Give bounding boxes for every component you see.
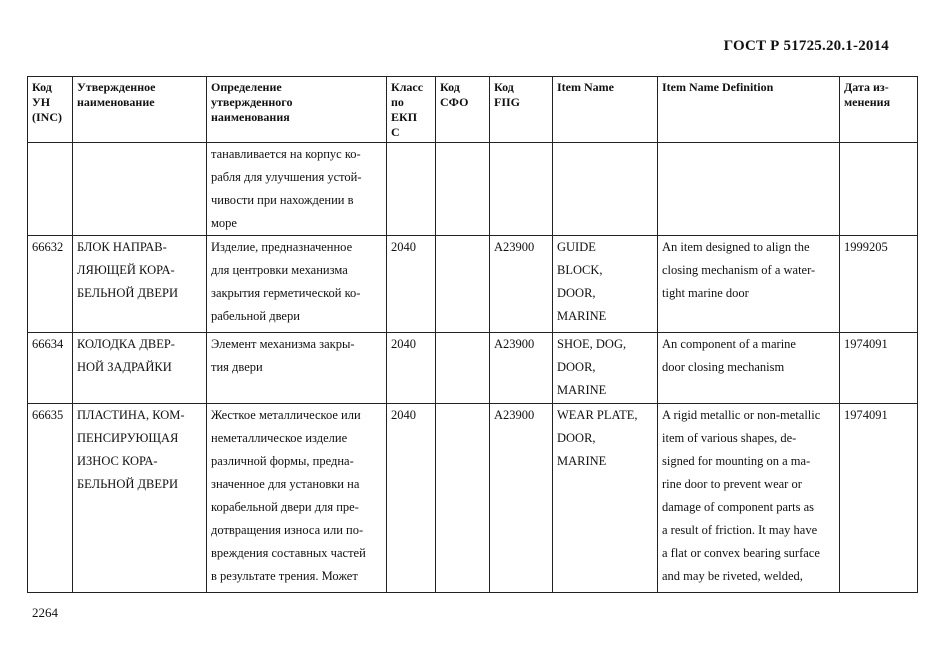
cell-item-name-definition: An component of a marine door closing mechanism — [658, 333, 840, 404]
cell-item-name: SHOE, DOG, DOOR, MARINE — [553, 333, 658, 404]
cell-definition: танавливается на корпус ко- рабля для улучшения устой- чивости при нахождении в море — [207, 143, 387, 236]
cell-approved-name — [73, 143, 207, 236]
cell-change-date: 1999205 — [840, 236, 918, 333]
header-fiig: Код FIIG — [490, 77, 553, 143]
cell-fiig: A23900 — [490, 333, 553, 404]
cell-change-date: 1974091 — [840, 333, 918, 404]
cell-sfo — [436, 143, 490, 236]
cell-fiig: A23900 — [490, 236, 553, 333]
table-row — [28, 333, 918, 404]
header-item-name: Item Name — [553, 77, 658, 143]
cell-item-name-definition — [658, 143, 840, 236]
cell-definition: Жесткое металлическое или неметаллическое изделие различной формы, предна- значенное для установки на корабельной двери для пре- дотвращения износа или по- вреждения составных частей в результате трения. Может — [207, 404, 387, 593]
cell-item-name — [553, 143, 658, 236]
table-header-row — [28, 77, 918, 143]
cell-fiig — [490, 143, 553, 236]
specification-table — [27, 76, 918, 593]
cell-definition: Изделие, предназначенное для центровки механизма закрытия герметической ко- рабельной двери — [207, 236, 387, 333]
header-approved-name: Утвержденное наименование — [73, 77, 207, 143]
table-row — [28, 236, 918, 333]
cell-item-name: GUIDE BLOCK, DOOR, MARINE — [553, 236, 658, 333]
cell-inc: 66632 — [28, 236, 73, 333]
cell-approved-name: БЛОК НАПРАВ- ЛЯЮЩЕЙ КОРА- БЕЛЬНОЙ ДВЕРИ — [73, 236, 207, 333]
page-number: 2264 — [32, 605, 58, 620]
cell-item-name-definition: An item designed to align the closing mechanism of a water- tight marine door — [658, 236, 840, 333]
cell-class: 2040 — [387, 236, 436, 333]
cell-sfo — [436, 404, 490, 593]
cell-change-date — [840, 143, 918, 236]
cell-class — [387, 143, 436, 236]
document-title: ГОСТ Р 51725.20.1-2014 — [723, 38, 889, 54]
header-sfo: Код СФО — [436, 77, 490, 143]
cell-sfo — [436, 236, 490, 333]
cell-definition: Элемент механизма закры- тия двери — [207, 333, 387, 404]
cell-class: 2040 — [387, 404, 436, 593]
table-row — [28, 143, 918, 236]
cell-inc — [28, 143, 73, 236]
header-change-date: Дата из- менения — [840, 77, 918, 143]
header-inc: Код УН (INC) — [28, 77, 73, 143]
header-definition: Определение утвержденного наименования — [207, 77, 387, 143]
header-item-name-definition: Item Name Definition — [658, 77, 840, 143]
cell-change-date: 1974091 — [840, 404, 918, 593]
cell-inc: 66634 — [28, 333, 73, 404]
table-row — [28, 404, 918, 593]
cell-inc: 66635 — [28, 404, 73, 593]
cell-class: 2040 — [387, 333, 436, 404]
header-class: Класс по ЕКП С — [387, 77, 436, 143]
cell-approved-name: КОЛОДКА ДВЕР- НОЙ ЗАДРАЙКИ — [73, 333, 207, 404]
cell-item-name: WEAR PLATE, DOOR, MARINE — [553, 404, 658, 593]
cell-sfo — [436, 333, 490, 404]
cell-approved-name: ПЛАСТИНА, КОМ- ПЕНСИРУЮЩАЯ ИЗНОС КОРА- БЕЛЬНОЙ ДВЕРИ — [73, 404, 207, 593]
cell-fiig: A23900 — [490, 404, 553, 593]
cell-item-name-definition: A rigid metallic or non-metallic item of various shapes, de- signed for mounting on a ma- rine door to prevent wear or damage of component parts as a result of friction. It may have a flat or convex bearing surface and may be riveted, welded, — [658, 404, 840, 593]
